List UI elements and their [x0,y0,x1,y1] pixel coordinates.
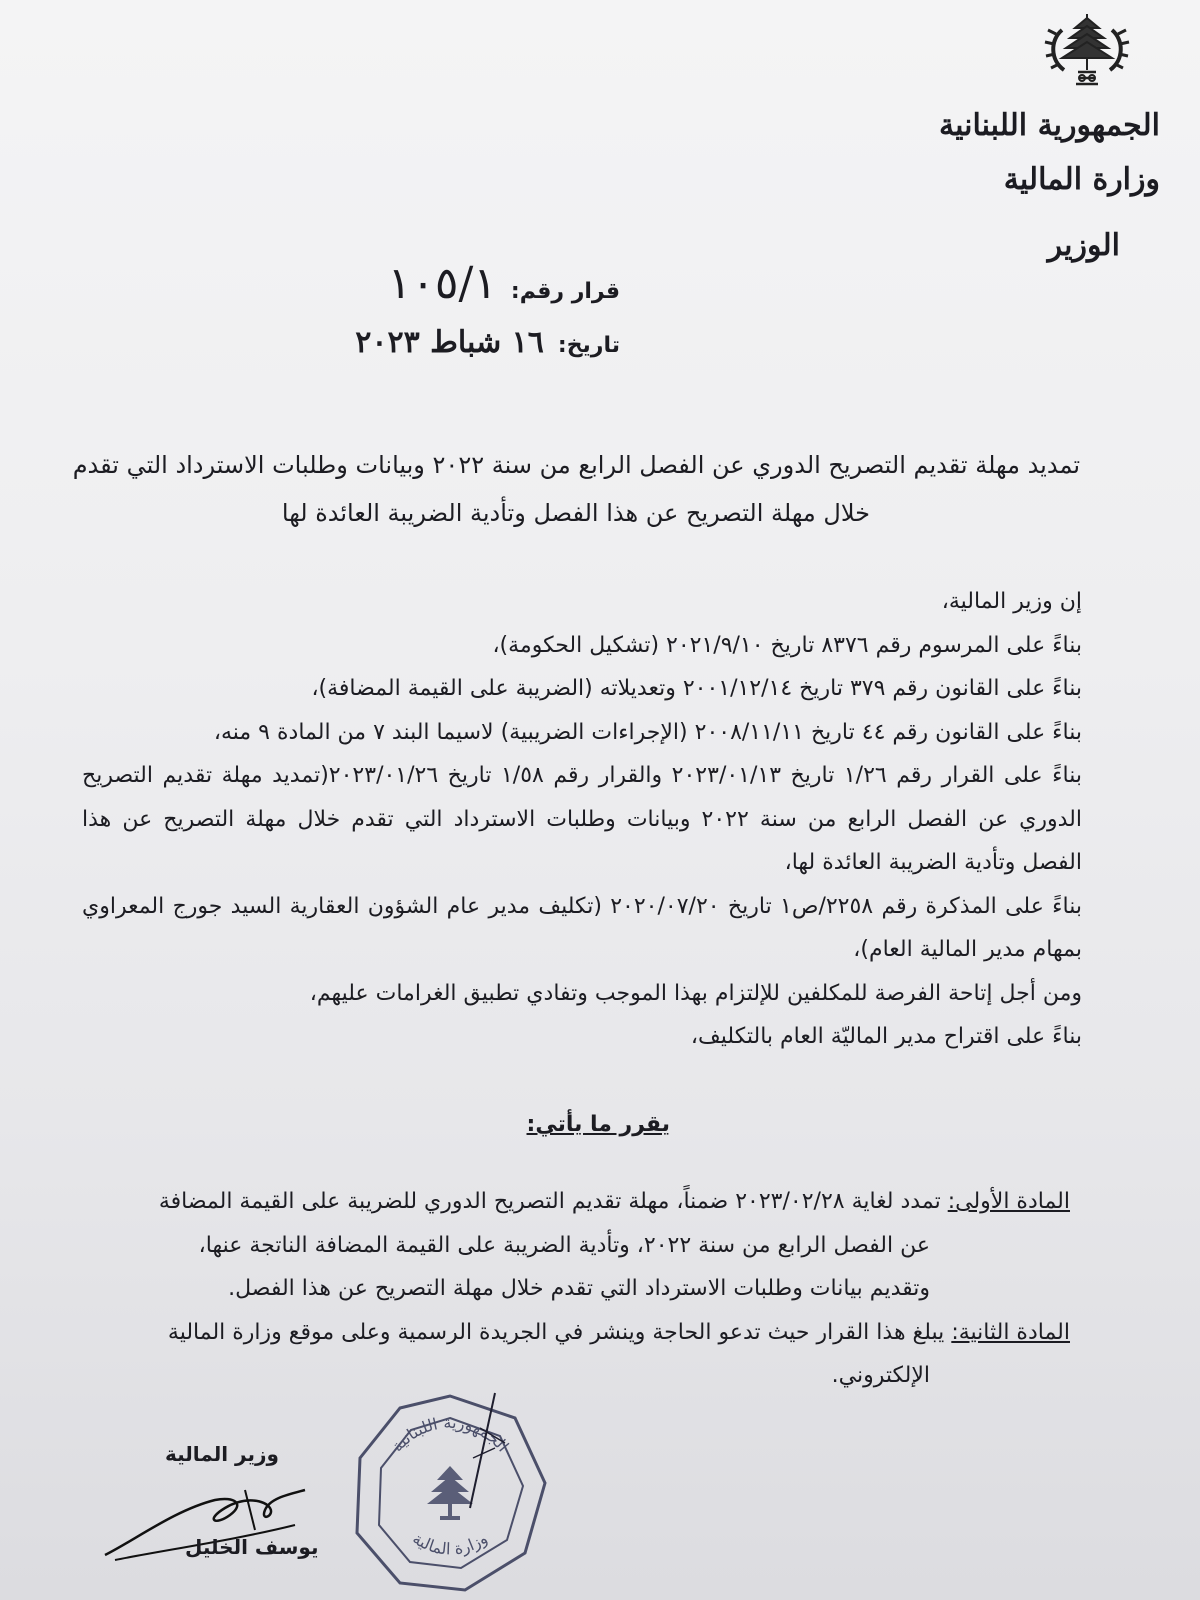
header-republic: الجمهورية اللبنانية [938,108,1160,143]
cedar-icon [427,1466,473,1520]
article-1-line: وتقديم بيانات وطلبات الاسترداد التي تقدم خلال مهلة التصريح عن هذا الفصل. [228,1276,930,1301]
subject-line-2: خلال مهلة التصريح عن هذا الفصل وتأدية الضريبة العائدة لها [281,499,870,527]
subject-line-1: تمديد مهلة تقديم التصريح الدوري عن الفصل الرابع من سنة ٢٠٢٢ وبيانات وطلبات الاسترداد التي تقدم [72,451,1080,479]
preamble-item: بناءً على المذكرة رقم ٢٢٥٨/ص١ تاريخ ٢٠٢٠/٠٧/٢٠ (تكليف مدير عام الشؤون العقارية السيد جورج المعراوي بمهام مدير المالية العام)، [82,893,1082,962]
preamble-item: بناءً على القانون رقم ٤٤ تاريخ ٢٠٠٨/١١/١١ (الإجراءات الضريبية) لاسيما البند ٧ من المادة ٩ منه، [213,719,1082,745]
decision-date-row [355,325,620,360]
decision-number-row [388,258,620,309]
article-2-label: المادة الثانية: [951,1319,1070,1345]
preamble-item: ومن أجل إتاحة الفرصة للمكلفين للإلتزام بهذا الموجب وتفادي تطبيق الغرامات عليهم، [309,980,1082,1006]
article-1 [70,1180,1070,1311]
article-1-label: المادة الأولى: [947,1189,1070,1214]
articles [70,1180,1070,1398]
header-ministry: وزارة المالية [1003,162,1160,197]
decision-date-label: تاريخ: [557,333,620,358]
decision-date-value: ١٦ شباط ٢٠٢٣ [355,325,544,360]
article-2-line: الإلكتروني. [831,1363,930,1388]
article-1-line: تمدد لغاية ٢٠٢٣/٠٢/٢٨ ضمناً، مهلة تقديم التصريح الدوري للضريبة على القيمة المضافة [158,1189,941,1214]
cedar-emblem-icon [1042,10,1132,90]
decision-number-value: ١٠٥/١ [387,258,497,309]
decision-number-label: قرار رقم: [510,279,620,304]
article-1-line: عن الفصل الرابع من سنة ٢٠٢٢، وتأدية الضريبة على القيمة المضافة الناتجة عنها، [198,1232,930,1258]
preamble-item: بناءً على القرار رقم ١/٢٦ تاريخ ٢٠٢٣/٠١/١٣ والقرار رقم ١/٥٨ تاريخ ٢٠٢٣/٠١/٢٦(تمديد مهلة تقديم التصريح الدوري عن الفصل الرابع من سنة ٢٠٢٢ وبيانات وطلبات الاسترداد التي تقدم خلال مهلة التصريح عن هذا الفصل وتأدية الضريبة العائدة لها، [82,763,1082,875]
stamp-bottom-text: وزارة المالية [409,1528,491,1559]
preamble [82,580,1082,1059]
decides-heading: يقرر ما يأتي: [526,1112,670,1137]
article-2 [70,1311,1070,1398]
signature-name: يوسف الخليل [185,1535,319,1559]
preamble-item: بناءً على اقتراح مدير الماليّة العام بالتكليف، [690,1024,1082,1049]
official-stamp [345,1388,555,1598]
header-minister: الوزير [1047,228,1120,263]
signature-title: وزير المالية [165,1442,279,1466]
preamble-item: بناءً على المرسوم رقم ٨٣٧٦ تاريخ ٢٠٢١/٩/١٠ (تشكيل الحكومة)، [492,632,1082,658]
article-2-line: يبلغ هذا القرار حيث تدعو الحاجة وينشر في الجريدة الرسمية وعلى موقع وزارة المالية [167,1319,945,1345]
stamp-top-text: الجمهورية اللبنانية [387,1412,513,1456]
preamble-item: إن وزير المالية، [941,589,1082,614]
preamble-item: بناءً على القانون رقم ٣٧٩ تاريخ ٢٠٠١/١٢/١٤ وتعديلاته (الضريبة على القيمة المضافة)، [311,676,1082,701]
